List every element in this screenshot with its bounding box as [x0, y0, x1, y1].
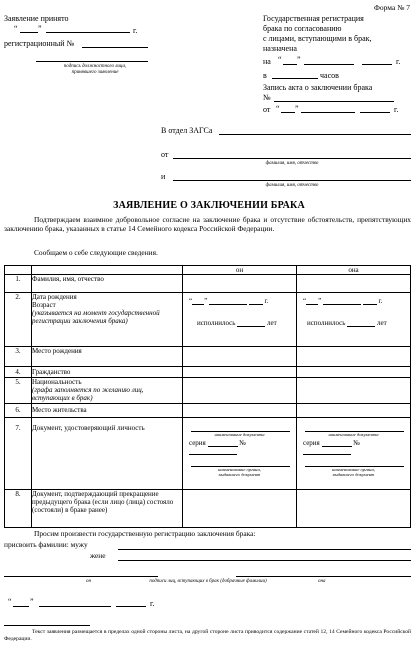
he-signature-line[interactable]: [4, 576, 158, 577]
he-divorce-cell[interactable]: [183, 490, 297, 528]
row-label: Место жительства: [32, 404, 183, 418]
he-citizenship-cell[interactable]: [183, 367, 297, 378]
accepted-month-line[interactable]: [46, 32, 130, 33]
zags-line[interactable]: [219, 134, 411, 135]
he-residence-cell[interactable]: [183, 404, 297, 418]
reg-record: Запись акта о заключении брака: [263, 83, 373, 92]
reg-line-3: с лицами, вступающими в брак,: [263, 34, 372, 43]
surnames-label: присвоить фамилии: мужу: [4, 540, 88, 549]
row-note: (графа заполняется по желанию лиц, вступающих в брак): [32, 386, 144, 402]
she-citizenship-cell[interactable]: [297, 367, 411, 378]
final-year: г.: [150, 599, 155, 608]
he-filled: исполнилось: [197, 319, 236, 327]
she-divorce-cell[interactable]: [297, 490, 411, 528]
info-line: Сообщаем о себе следующие сведения.: [34, 248, 158, 257]
row-label: Дата рождения: [32, 293, 77, 301]
he-birthplace-cell[interactable]: [183, 347, 297, 367]
accepted-quote-open: “: [14, 24, 18, 33]
intro-paragraph: Подтверждаем взаимное добровольное согласие на заключение брака и отсутствие обстоятельств, препятствующих заключению брака, указанных в статье 14 Семейного кодекса Российской Федерации.: [4, 215, 411, 233]
row-label: Гражданство: [32, 367, 183, 378]
reg-yearnum-line[interactable]: [362, 64, 392, 65]
accepted-day-line[interactable]: [20, 32, 38, 33]
accepted-sign-caption-2: принявшего заявление: [71, 70, 119, 75]
he-id-cell[interactable]: наименование документа серия № наименование органа, выдавшего документ: [183, 418, 297, 490]
row-note: (указывается на момент государственной регистрации заключения брака): [32, 309, 160, 325]
table-row: 7. Документ, удостоверяющий личность наименование документа серия № наименование органа, выдавшего документ наименование документа серия № наименование органа, выдавшего документ: [5, 418, 411, 490]
he-birth-cell[interactable]: “ ” г. исполнилось лет: [183, 293, 297, 347]
col-she-header: она: [297, 266, 411, 275]
final-year-line[interactable]: [116, 606, 146, 607]
table-row: 5. Национальность (графа заполняется по желанию лиц, вступающих в брак): [5, 378, 411, 404]
reg-line-2: брака по согласованию: [263, 24, 342, 33]
groom-name-caption: фамилия, имя, отчество: [265, 161, 319, 166]
final-month-line[interactable]: [39, 606, 111, 607]
row-label: Документ, удостоверяющий личность: [32, 418, 183, 490]
reg-hours-line[interactable]: [272, 78, 318, 79]
col-he-header: он: [183, 266, 297, 275]
reg-from-yearnum-line[interactable]: [360, 112, 390, 113]
wife-label: жене: [90, 551, 106, 560]
signatures-caption: подписи лиц, вступающих в брак (добрачные фамилии): [149, 579, 267, 584]
reg-from-day-line[interactable]: [281, 112, 295, 113]
bride-name-caption: фамилия, имя, отчество: [265, 183, 319, 188]
zags-label: В отдел ЗАГСа: [161, 126, 213, 135]
she-residence-cell[interactable]: [297, 404, 411, 418]
reg-from-year: г.: [394, 105, 399, 114]
accepted-title: Заявление принято: [4, 14, 69, 23]
form-number: Форма № 7: [374, 3, 410, 12]
reg-year: г.: [396, 57, 401, 66]
accepted-quote-close: ”: [38, 24, 42, 33]
she-birthplace-cell[interactable]: [297, 347, 411, 367]
reg-day-line[interactable]: [283, 64, 297, 65]
reg-from-month-line[interactable]: [301, 112, 355, 113]
table-row: 1. Фамилия, имя, отчество: [5, 275, 411, 293]
reg-from: от: [263, 105, 271, 114]
reg-at: в: [263, 71, 267, 80]
footnote-divider: [4, 625, 90, 626]
she-birth-cell[interactable]: “ ” г. исполнилось лет: [297, 293, 411, 347]
table-row: 2. Дата рождения Возраст (указывается на момент государственной регистрации заключения брака) “ ” г. исполнилось лет “ ” г. исполнилось лет: [5, 293, 411, 347]
she-fio-cell[interactable]: [297, 275, 411, 293]
row-label: Документ, подтверждающий прекращение предыдущего брака (если лицо (лица) состояло (состояли) в браке ранее): [32, 490, 183, 528]
accepted-reg-label: регистрационный №: [4, 39, 75, 48]
reg-num-line[interactable]: [274, 101, 394, 102]
row-label: Национальность: [32, 378, 82, 386]
she-signature-line[interactable]: [236, 576, 411, 577]
address-and: и: [161, 172, 166, 181]
he-fio-cell[interactable]: [183, 275, 297, 293]
she-nationality-cell[interactable]: [297, 378, 411, 404]
footnote: Текст заявления размещается в пределах одной стороны листа, на другой стороне листа приводится содержание статей 12, 14 Семейного кодекса Российской Федерации.: [4, 629, 411, 642]
reg-num: №: [263, 93, 271, 102]
reg-line-1: Государственная регистрация: [263, 14, 364, 23]
final-day-line[interactable]: [13, 606, 29, 607]
she-filled: исполнилось: [307, 319, 346, 327]
row-label: Фамилия, имя, отчество: [32, 275, 183, 293]
accepted-sign-line[interactable]: [36, 61, 148, 62]
groom-name-line[interactable]: [173, 158, 411, 159]
accepted-reg-line[interactable]: [82, 47, 148, 48]
info-table: [4, 265, 411, 528]
address-from: от: [161, 150, 169, 159]
reg-month-line[interactable]: [304, 64, 354, 65]
page-title: ЗАЯВЛЕНИЕ О ЗАКЛЮЧЕНИИ БРАКА: [113, 200, 305, 211]
reg-line-4: назначена: [263, 44, 297, 53]
he-nationality-cell[interactable]: [183, 378, 297, 404]
he-caption: он: [86, 579, 91, 584]
row-label: Место рождения: [32, 347, 183, 367]
table-row: 8. Документ, подтверждающий прекращение предыдущего брака (если лицо (лица) состояло (состояли) в браке ранее): [5, 490, 411, 528]
table-row: 6. Место жительства: [5, 404, 411, 418]
accepted-sign-caption-1: подпись должностного лица,: [63, 64, 127, 69]
request-text: Просим произвести государственную регистрацию заключения брака:: [34, 529, 256, 538]
row-label-age: Возраст: [32, 301, 56, 309]
reg-hours: часов: [320, 71, 339, 80]
she-caption: она: [318, 579, 326, 584]
accepted-year: г.: [133, 26, 138, 35]
reg-on: на: [263, 57, 271, 66]
bride-name-line[interactable]: [173, 180, 411, 181]
she-id-cell[interactable]: наименование документа серия № наименование органа, выдавшего документ: [297, 418, 411, 490]
table-row: 3. Место рождения: [5, 347, 411, 367]
husband-surname-line[interactable]: [118, 549, 411, 550]
table-row: 4. Гражданство: [5, 367, 411, 378]
wife-surname-line[interactable]: [118, 560, 411, 561]
